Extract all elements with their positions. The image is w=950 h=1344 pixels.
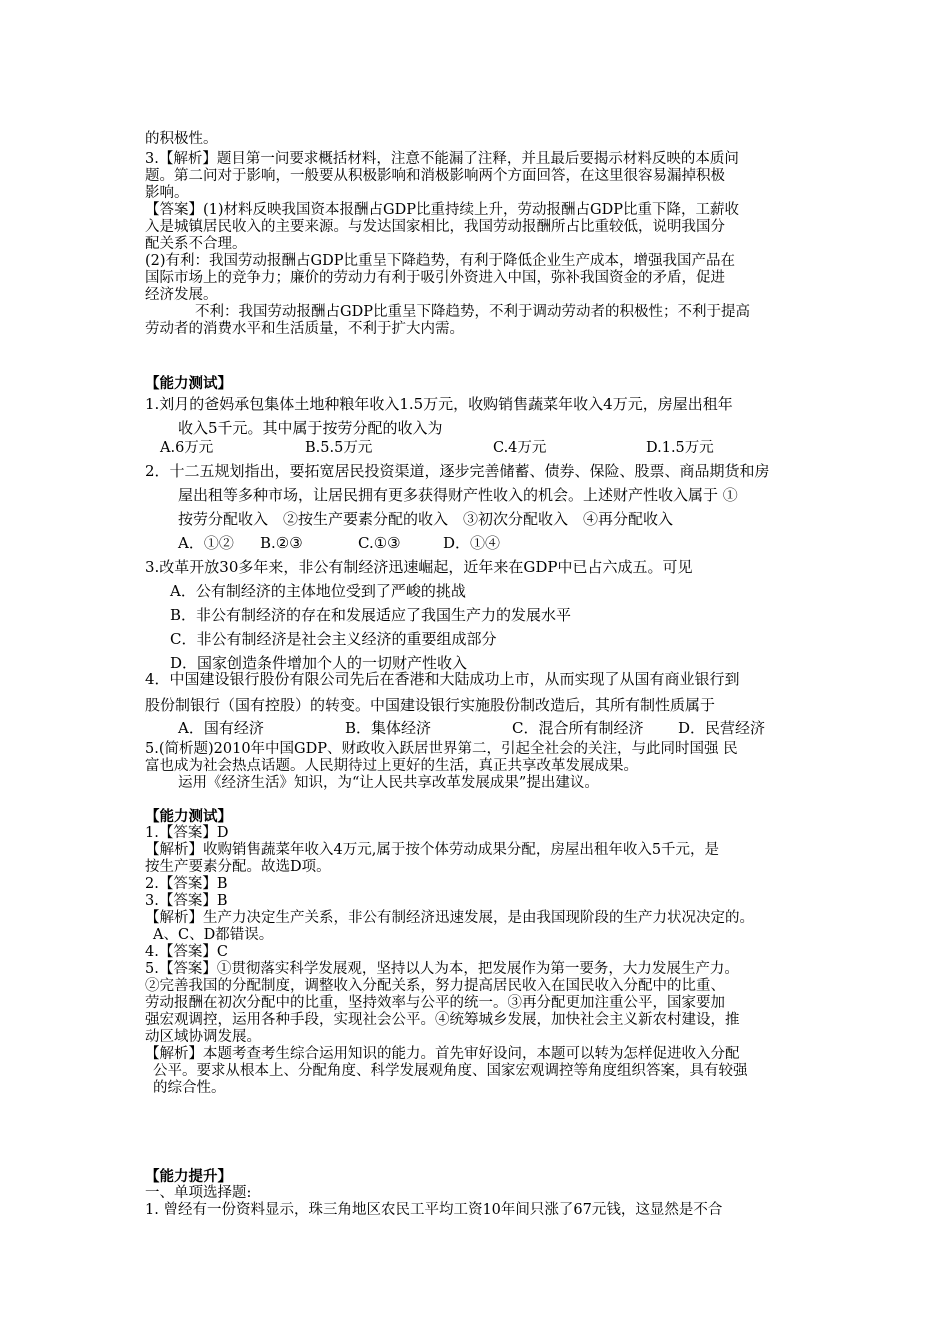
question-2-line: 2．十二五规划指出，要拓宽居民投资渠道，逐步完善储蓄、债券、保险、股票、商品期货和房 xyxy=(145,462,770,480)
question-3-option: A．公有制经济的主体地位受到了严峻的挑战 xyxy=(170,582,466,600)
option-b: B．集体经济 xyxy=(345,719,432,737)
answer-line: 的综合性。 xyxy=(153,1080,226,1096)
answer-line: 4.【答案】C xyxy=(145,944,228,960)
text-line: 配关系不合理。 xyxy=(145,236,247,252)
question-2-line: 屋出租等多种市场，让居民拥有更多获得财产性收入的机会。上述财产性收入属于 ① xyxy=(178,486,738,504)
section-heading: 【能力提升】 xyxy=(145,1168,232,1185)
question-1-line: 1.刘月的爸妈承包集体土地种粮年收入1.5万元，收购销售蔬菜年收入4万元，房屋出租年 xyxy=(145,395,733,413)
answer-line: 2.【答案】B xyxy=(145,876,228,892)
question-3-stem: 3.改革开放30多年来，非公有制经济迅速崛起，近年来在GDP中已占六成五。可见 xyxy=(145,558,693,576)
option-d: D.1.5万元 xyxy=(646,440,714,456)
question-3-option: B．非公有制经济的存在和发展适应了我国生产力的发展水平 xyxy=(170,606,572,624)
answer-line: 公平。要求从根本上、分配角度、科学发展观角度、国家宏观调控等角度组织答案，具有较强 xyxy=(153,1063,748,1079)
text-line: 经济发展。 xyxy=(145,287,218,303)
option-b: B.5.5万元 xyxy=(305,440,373,456)
text-line: (2)有利：我国劳动报酬占GDP比重呈下降趋势，有利于降低企业生产成本，增强我国产品在 xyxy=(145,253,736,269)
option-d: D．民营经济 xyxy=(678,719,766,737)
answer-line: 强宏观调控，运用各种手段，实现社会公平。④统筹城乡发展，加快社会主义新农村建设，推 xyxy=(145,1012,740,1028)
option-a: A．国有经济 xyxy=(178,719,264,737)
text-line: 劳动者的消费水平和生活质量，不利于扩大内需。 xyxy=(145,321,464,337)
text-line: 影响。 xyxy=(145,185,189,201)
answer-line: 1.【答案】D xyxy=(145,825,229,841)
section-heading: 【能力测试】 xyxy=(145,808,232,825)
section-heading: 【能力测试】 xyxy=(145,375,232,392)
improve-line: 一、单项选择题: xyxy=(145,1185,252,1201)
text-line: 3.【解析】题目第一问要求概括材料，注意不能漏了注释，并且最后要揭示材料反映的本质问 xyxy=(145,151,739,167)
answer-line: 【解析】本题考查考生综合运用知识的能力。首先审好设问，本题可以转为怎样促进收入分配 xyxy=(145,1046,740,1062)
answer-line: ②完善我国的分配制度，调整收入分配关系，努力提高居民收入在国民收入分配中的比重、 xyxy=(145,978,725,994)
question-5-line: 5.(简析题)2010年中国GDP、财政收入跃居世界第二，引起全社会的关注，与此同时国强 民 xyxy=(145,741,738,757)
text-line: 【答案】(1)材料反映我国资本报酬占GDP比重持续上升，劳动报酬占GDP比重下降，工薪收 xyxy=(145,202,739,218)
answer-line: 3.【答案】B xyxy=(145,893,228,909)
option-c: C.①③ xyxy=(358,534,401,552)
question-5-line: 富也成为社会热点话题。人民期待过上更好的生活，真正共享改革发展成果。 xyxy=(145,758,638,774)
text-line: 的积极性。 xyxy=(145,131,218,147)
question-3-option: D．国家创造条件增加个人的一切财产性收入 xyxy=(170,654,468,672)
question-1-line: 收入5千元。其中属于按劳分配的收入为 xyxy=(178,419,443,437)
option-c: C．混合所有制经济 xyxy=(512,719,644,737)
answer-line: 劳动报酬在初次分配中的比重，坚持效率与公平的统一。③再分配更加注重公平，国家要加 xyxy=(145,995,725,1011)
answer-line: 5.【答案】①贯彻落实科学发展观，坚持以人为本，把发展作为第一要务，大力发展生产力。 xyxy=(145,961,739,977)
answer-line: A、C、D都错误。 xyxy=(153,927,274,943)
option-a: A．①② xyxy=(178,534,234,552)
question-4-line: 4．中国建设银行股份有限公司先后在香港和大陆成功上市，从而实现了从国有商业银行到 xyxy=(145,670,740,688)
option-a: A.6万元 xyxy=(160,440,214,456)
option-d: D．①④ xyxy=(443,534,501,552)
question-2-line: 按劳分配收入 ②按生产要素分配的收入 ③初次分配收入 ④再分配收入 xyxy=(178,510,674,528)
answer-line: 按生产要素分配。故选D项。 xyxy=(145,859,331,875)
question-5-line: 运用《经济生活》知识，为“让人民共享改革发展成果”提出建议。 xyxy=(178,775,599,791)
improve-line: 1. 曾经有一份资料显示，珠三角地区农民工平均工资10年间只涨了67元钱，这显然是不合 xyxy=(145,1202,723,1218)
answer-line: 【解析】收购销售蔬菜年收入4万元,属于按个体劳动成果分配，房屋出租年收入5千元，是 xyxy=(145,842,720,858)
text-line: 题。第二问对于影响，一般要从积极影响和消极影响两个方面回答，在这里很容易漏掉积极 xyxy=(145,168,725,184)
answer-line: 【解析】生产力决定生产关系，非公有制经济迅速发展，是由我国现阶段的生产力状况决定的。 xyxy=(145,910,754,926)
question-4-line: 股份制银行（国有控股）的转变。中国建设银行实施股份制改造后，其所有制性质属于 xyxy=(145,696,716,714)
text-line: 不利：我国劳动报酬占GDP比重呈下降趋势，不利于调动劳动者的积极性；不利于提高 xyxy=(195,304,750,320)
option-c: C.4万元 xyxy=(493,440,547,456)
text-line: 入是城镇居民收入的主要来源。与发达国家相比，我国劳动报酬所占比重较低，说明我国分 xyxy=(145,219,725,235)
text-line: 国际市场上的竞争力；廉价的劳动力有利于吸引外资进入中国，弥补我国资金的矛盾，促进 xyxy=(145,270,725,286)
answer-line: 动区域协调发展。 xyxy=(145,1029,261,1045)
option-b: B.②③ xyxy=(260,534,303,552)
question-3-option: C．非公有制经济是社会主义经济的重要组成部分 xyxy=(170,630,497,648)
